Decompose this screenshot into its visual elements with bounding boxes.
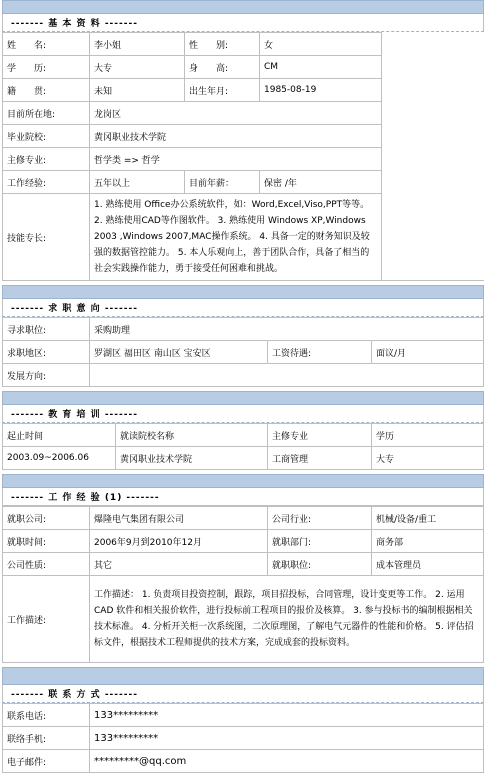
pay-label: 工资待遇: bbox=[268, 341, 372, 364]
section-title-education: ------- 教 育 培 训 ------- bbox=[2, 405, 484, 423]
edu-school: 黄冈职业技术学院 bbox=[116, 447, 268, 470]
position-value: 采购助理 bbox=[90, 318, 484, 341]
table-row bbox=[3, 33, 485, 56]
table-row bbox=[3, 507, 484, 530]
section-title-intent: ------- 求 职 意 向 ------- bbox=[2, 299, 484, 317]
industry-value: 机械/设备/重工 bbox=[372, 507, 484, 530]
nature-label: 公司性质: bbox=[3, 553, 90, 576]
nature-value: 其它 bbox=[90, 553, 268, 576]
table-row bbox=[3, 447, 484, 470]
experience-value: 五年以上 bbox=[90, 171, 185, 194]
edu-header-degree: 学历 bbox=[372, 424, 484, 447]
mobile-value: 133********* bbox=[90, 727, 484, 750]
intent-table bbox=[2, 317, 484, 387]
education-value: 大专 bbox=[90, 56, 185, 79]
name-value: 李小姐 bbox=[90, 33, 185, 56]
skills-label: 技能专长: bbox=[3, 194, 90, 281]
worktime-value: 2006年9月到2010年12月 bbox=[90, 530, 268, 553]
major-label: 主修专业: bbox=[3, 148, 90, 171]
job-value: 成本管理员 bbox=[372, 553, 484, 576]
table-row bbox=[3, 530, 484, 553]
company-value: 爆隆电气集团有限公司 bbox=[90, 507, 268, 530]
direction-label: 发展方向: bbox=[3, 364, 90, 387]
school-label: 毕业院校: bbox=[3, 125, 90, 148]
location-label: 目前所在地: bbox=[3, 102, 90, 125]
edu-header-time: 起止时间 bbox=[3, 424, 116, 447]
table-row bbox=[3, 318, 484, 341]
table-row bbox=[3, 704, 484, 727]
hometown-label: 籍 贯: bbox=[3, 79, 90, 102]
salary-label: 目前年薪： bbox=[185, 171, 260, 194]
gender-label: 性 别: bbox=[185, 33, 260, 56]
section-band bbox=[2, 391, 484, 405]
industry-label: 公司行业: bbox=[268, 507, 372, 530]
section-band bbox=[2, 285, 484, 299]
major-value: 哲学类 => 哲学 bbox=[90, 148, 382, 171]
height-label: 身 高: bbox=[185, 56, 260, 79]
mobile-label: 联络手机: bbox=[3, 727, 90, 750]
name-label: 姓 名: bbox=[3, 33, 90, 56]
company-label: 就职公司: bbox=[3, 507, 90, 530]
education-label: 学 历: bbox=[3, 56, 90, 79]
direction-value bbox=[90, 364, 484, 387]
gender-value: 女 bbox=[260, 33, 382, 56]
area-value: 罗湖区 福田区 南山区 宝安区 bbox=[90, 341, 268, 364]
table-row bbox=[3, 576, 484, 663]
table-row bbox=[3, 727, 484, 750]
height-value: CM bbox=[260, 56, 382, 79]
table-row bbox=[3, 553, 484, 576]
edu-major: 工商管理 bbox=[268, 447, 372, 470]
edu-header-major: 主修专业 bbox=[268, 424, 372, 447]
salary-value: 保密 /年 bbox=[260, 171, 382, 194]
edu-time: 2003.09~2006.06 bbox=[3, 447, 116, 470]
skills-value: 1. 熟练使用 Office办公系统软件，如：Word,Excel,Viso,PPT等等。 2. 熟练使用CAD等作图软件。 3. 熟练使用 Windows XP,Windows 2003 ,Windows 2007,MAC操作系统。 4. 具备一定的财务知识及较强的数据管控能力。 5. 本人乐观向上，善于团队合作，具备了相当的社会实践操作能力，勇于接受任何困难和挑战。 bbox=[90, 194, 382, 281]
email-value: *********@qq.com bbox=[90, 750, 484, 773]
location-value: 龙岗区 bbox=[90, 102, 382, 125]
dept-label: 就职部门: bbox=[268, 530, 372, 553]
section-band bbox=[2, 474, 484, 488]
dept-value: 商务部 bbox=[372, 530, 484, 553]
hometown-value: 未知 bbox=[90, 79, 185, 102]
table-row bbox=[3, 424, 484, 447]
position-label: 寻求职位: bbox=[3, 318, 90, 341]
table-row bbox=[3, 341, 484, 364]
phone-label: 联系电话: bbox=[3, 704, 90, 727]
work-desc-label: 工作描述: bbox=[3, 576, 90, 663]
email-label: 电子邮件: bbox=[3, 750, 90, 773]
section-title-basic: ------- 基 本 资 料 ------- bbox=[2, 14, 484, 32]
table-row bbox=[3, 364, 484, 387]
basic-info-table bbox=[2, 32, 484, 281]
edu-degree: 大专 bbox=[372, 447, 484, 470]
table-row bbox=[3, 750, 484, 773]
birth-label: 出生年月: bbox=[185, 79, 260, 102]
area-label: 求职地区: bbox=[3, 341, 90, 364]
work-desc-value: 工作描述： 1. 负责项目投资控制，跟踪，项目招投标，合同管理，设计变更等工作。 2. 运用 CAD 软件和相关报价软件，进行投标前工程项目的报价及核算。 3. 参与投标书的编制根据相关技术标准。 4. 分析开关柜一次系统图，二次原理图，了解电气元器件的性能和价格。 5. 评估招标文件，根据技术工程师提供的技术方案，完成成套的投标资料。 bbox=[90, 576, 484, 663]
resume-page bbox=[2, 0, 484, 773]
worktime-label: 就职时间: bbox=[3, 530, 90, 553]
school-value: 黄冈职业技术学院 bbox=[90, 125, 382, 148]
section-band bbox=[2, 667, 484, 685]
experience-label: 工作经验: bbox=[3, 171, 90, 194]
birth-value: 1985-08-19 bbox=[260, 79, 382, 102]
section-band bbox=[2, 0, 484, 14]
section-title-contact: ------- 联 系 方 式 ------- bbox=[2, 685, 484, 703]
section-title-work: ------- 工 作 经 验 (1) ------- bbox=[2, 488, 484, 506]
job-label: 就职职位: bbox=[268, 553, 372, 576]
work-table bbox=[2, 506, 484, 663]
phone-value: 133********* bbox=[90, 704, 484, 727]
edu-header-school: 就读院校名称 bbox=[116, 424, 268, 447]
education-table bbox=[2, 423, 484, 470]
photo-cell bbox=[382, 33, 485, 281]
pay-value: 面议/月 bbox=[372, 341, 484, 364]
contact-table bbox=[2, 703, 484, 773]
